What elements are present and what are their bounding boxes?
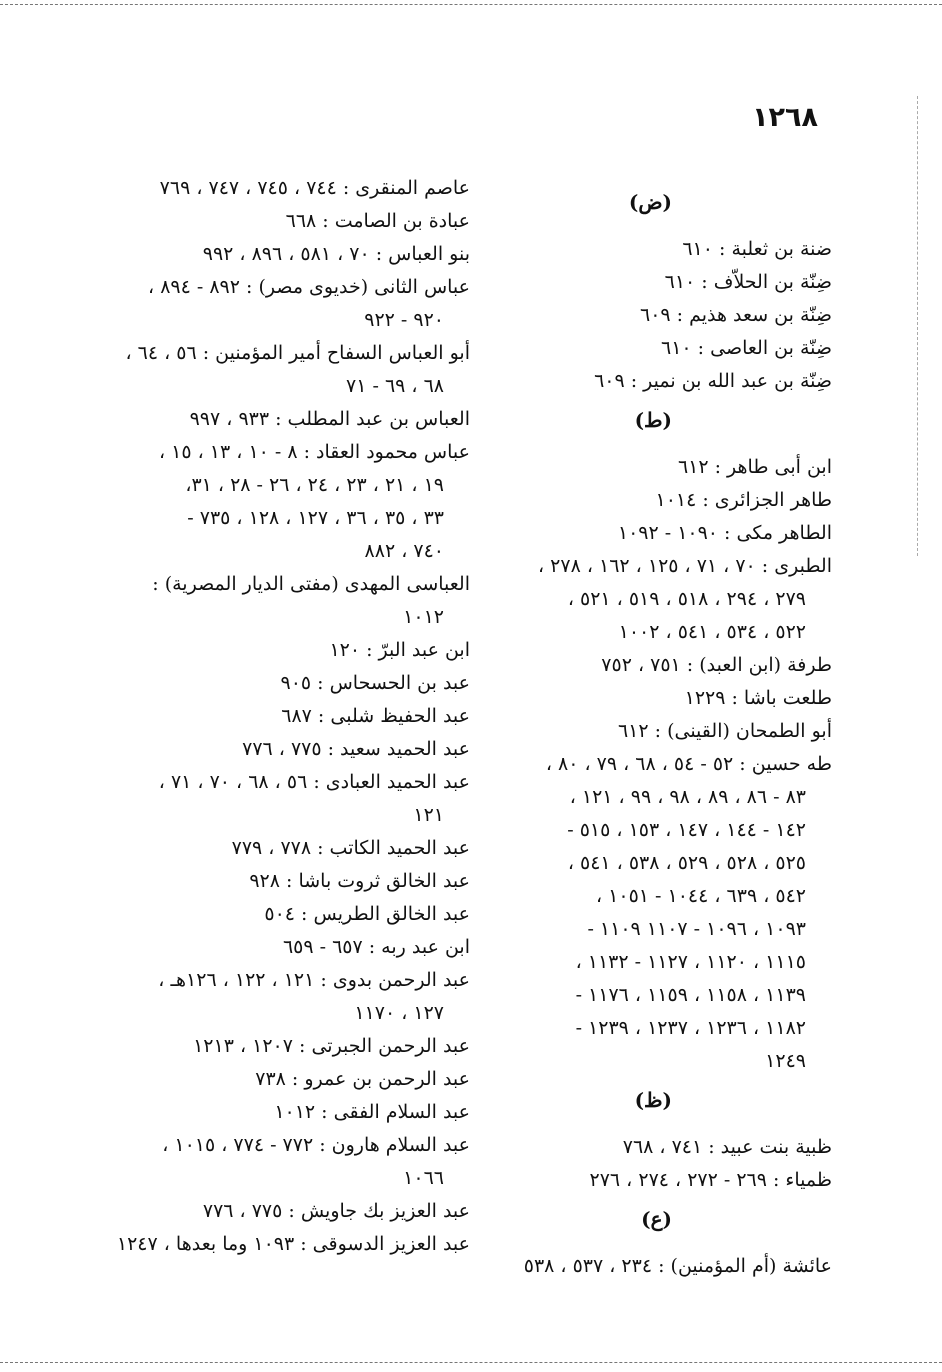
index-entry — [486, 682, 832, 715]
entry-line: الطبرى : ٧٠ ، ٧١ ، ١٢٥ ، ١٦٢ ، ٢٧٨ ، — [538, 555, 832, 577]
index-entry — [486, 451, 832, 484]
index-entry — [486, 332, 832, 365]
index-entry — [126, 898, 470, 931]
entry-line: أبو الطمحان (القينى) : ٦١٢ — [617, 720, 832, 742]
left-index-column — [116, 172, 470, 1261]
entry-line: ضِنّة بن سعد هذيم : ٦٠٩ — [639, 304, 832, 326]
index-entry — [486, 550, 832, 649]
entry-line: عبد الخالق ثروت باشا : ٩٢٨ — [249, 870, 470, 892]
entry-continuation-line: ٣٣ ، ٣٥ ، ٣٦ ، ١٢٧ ، ١٢٨ ، ٧٣٥ - — [187, 507, 444, 529]
index-entry — [486, 517, 832, 550]
index-entry — [126, 1063, 470, 1096]
entry-continuation-line: ٥٢٢ ، ٥٣٤ ، ٥٤١ ، ١٠٠٢ — [618, 621, 806, 643]
entry-line: ظبية بنت عبيد : ٧٤١ ، ٧٦٨ — [622, 1136, 832, 1158]
entry-continuation-line: ٦٨ ، ٦٩ - ٧١ — [346, 375, 444, 397]
entry-line: ابن عبد البرّ : ١٢٠ — [329, 639, 470, 661]
index-entry — [486, 748, 832, 1078]
index-entry — [486, 1131, 832, 1164]
index-entry — [126, 238, 470, 271]
entry-line: طرفة (ابن العبد) : ٧٥١ ، ٧٥٢ — [601, 654, 832, 676]
index-entry — [126, 1096, 470, 1129]
entry-line: عبادة بن الصامت : ٦٦٨ — [285, 210, 470, 232]
entry-continuation-line: ٥٤٢ ، ٦٣٩ ، ١٠٤٤ - ١٠٥١ ، — [595, 885, 806, 907]
entry-line: عاصم المنقرى : ٧٤٤ ، ٧٤٥ ، ٧٤٧ ، ٧٦٩ — [159, 177, 470, 199]
entry-line: عبد الحميد الكاتب : ٧٧٨ ، ٧٧٩ — [231, 837, 470, 859]
entry-line: ضِنّة بن الحلاّف : ٦١٠ — [664, 271, 832, 293]
entry-line: عباس محمود العقاد : ٨ - ١٠ ، ١٣ ، ١٥ ، — [158, 441, 470, 463]
index-entry — [126, 700, 470, 733]
index-entry — [486, 299, 832, 332]
entry-line: عبد الرحمن بدوى : ١٢١ ، ١٢٢ ، ١٢٦هـ ، — [158, 969, 470, 991]
entry-continuation-line: ١١١٥ ، ١١٢٠ ، ١١٢٧ - ١١٣٢ ، — [575, 951, 806, 973]
entry-continuation-line: ١١٨٢ ، ١٢٣٦ ، ١٢٣٧ ، ١٢٣٩ - — [575, 1017, 806, 1039]
index-entry — [486, 1250, 832, 1283]
entry-continuation-line: ٧٤٠ ، ٨٨٢ — [364, 540, 444, 562]
index-entry — [126, 205, 470, 238]
index-entry — [126, 634, 470, 667]
entry-line: عبد العزيز بك جاويش : ٧٧٥ ، ٧٧٦ — [202, 1200, 470, 1222]
entry-line: عبد الحميد سعيد : ٧٧٥ ، ٧٧٦ — [242, 738, 470, 760]
index-entry — [126, 667, 470, 700]
entry-continuation-line: ١٢٤٩ — [765, 1050, 806, 1072]
index-entry — [126, 964, 470, 1030]
entry-continuation-line: ١٩ ، ٢١ ، ٢٣ ، ٢٤ ، ٢٦ - ٢٨ ، ٣١، — [185, 474, 444, 496]
entry-line: عبد الحميد العبادى : ٥٦ ، ٦٨ ، ٧٠ ، ٧١ ، — [158, 771, 470, 793]
index-entry — [486, 715, 832, 748]
index-entry — [126, 1030, 470, 1063]
index-entry — [126, 766, 470, 832]
entry-line: ضِنّة بن عبد الله بن نمير : ٦٠٩ — [594, 370, 832, 392]
index-entry — [126, 865, 470, 898]
index-entry — [126, 337, 470, 403]
entry-line: طاهر الجزائرى : ١٠١٤ — [655, 489, 832, 511]
entry-line: أبو العباس السفاح أمير المؤمنين : ٥٦ ، ٦٤ ، — [125, 342, 470, 364]
index-entry — [126, 403, 470, 436]
entry-continuation-line: ١٠١٢ — [403, 606, 444, 628]
entry-line: بنو العباس : ٧٠ ، ٥٨١ ، ٨٩٦ ، ٩٩٢ — [202, 243, 470, 265]
entry-continuation-line: ١٢٧ ، ١١٧٠ — [354, 1002, 444, 1024]
entry-continuation-line: ١٠٩٣ ، ١٠٩٦ - ١١٠٧ ١١٠٩ - — [587, 918, 806, 940]
top-dashed-rule — [0, 4, 942, 5]
entry-line: العباس بن عبد المطلب : ٩٣٣ ، ٩٩٧ — [189, 408, 470, 430]
entry-continuation-line: ٥٢٥ ، ٥٢٨ ، ٥٢٩ ، ٥٣٨ ، ٥٤١ ، — [567, 852, 806, 874]
entry-continuation-line: ٨٣ - ٨٦ ، ٨٩ ، ٩٨ ، ٩٩ ، ١٢١ ، — [569, 786, 806, 808]
index-entry — [126, 832, 470, 865]
index-entry — [486, 484, 832, 517]
letter-heading: (ط) — [634, 408, 672, 432]
page-number: ١٢٦٨ — [752, 102, 818, 133]
entry-line: عائشة (أم المؤمنين) : ٢٣٤ ، ٥٣٧ ، ٥٣٨ — [523, 1255, 832, 1277]
entry-line: ضنة بن ثعلبة : ٦١٠ — [682, 238, 832, 260]
entry-line: ضِنّة بن العاصى : ٦١٠ — [661, 337, 832, 359]
margin-rule — [917, 96, 918, 556]
entry-line: العباسى المهدى (مفتى الديار المصرية) : — [152, 573, 470, 595]
letter-heading: (ض) — [628, 190, 672, 214]
entry-line: عبد السلام الفقى : ١٠١٢ — [274, 1101, 470, 1123]
entry-continuation-line: ١١٣٩ ، ١١٥٨ ، ١١٥٩ ، ١١٧٦ - — [575, 984, 806, 1006]
index-entry — [126, 568, 470, 634]
entry-line: عبد الرحمن الجبرتى : ١٢٠٧ ، ١٢١٣ — [193, 1035, 470, 1057]
entry-line: عبد بن الحسحاس : ٩٠٥ — [280, 672, 470, 694]
entry-continuation-line: ١٤٢ - ١٤٤ ، ١٤٧ ، ١٥٣ ، ٥١٥ - — [567, 819, 806, 841]
index-entry — [126, 1129, 470, 1195]
index-entry — [116, 1228, 470, 1261]
entry-continuation-line: ١٠٦٦ — [403, 1167, 444, 1189]
index-entry — [486, 1164, 832, 1197]
index-entry — [486, 365, 832, 398]
entry-continuation-line: ١٢١ — [413, 804, 444, 826]
entry-line: عبد السلام هارون : ٧٧٢ - ٧٧٤ ، ١٠١٥ ، — [162, 1134, 470, 1156]
index-entry — [126, 1195, 470, 1228]
entry-line: عبد الخالق الطريس : ٥٠٤ — [264, 903, 470, 925]
entry-continuation-line: ٢٧٩ ، ٢٩٤ ، ٥١٨ ، ٥١٩ ، ٥٢١ ، — [567, 588, 806, 610]
letter-heading: (ع) — [641, 1207, 672, 1231]
bottom-dashed-rule — [0, 1362, 942, 1363]
index-entry — [486, 233, 832, 266]
entry-line: الطاهر مكى : ١٠٩٠ - ١٠٩٢ — [617, 522, 832, 544]
index-entry — [126, 733, 470, 766]
entry-line: عبد الحفيظ شلبى : ٦٨٧ — [281, 705, 470, 727]
index-entry — [486, 266, 832, 299]
entry-line: ابن عبد ربه : ٦٥٧ - ٦٥٩ — [282, 936, 470, 958]
entry-continuation-line: ٩٢٠ - ٩٢٢ — [364, 309, 444, 331]
entry-line: طه حسين : ٥٢ - ٥٤ ، ٦٨ ، ٧٩ ، ٨٠ ، — [545, 753, 832, 775]
index-entry — [126, 172, 470, 205]
index-entry — [486, 649, 832, 682]
index-entry — [126, 436, 470, 568]
letter-heading: (ظ) — [634, 1088, 672, 1112]
entry-line: عبد الرحمن بن عمرو : ٧٣٨ — [255, 1068, 470, 1090]
entry-line: عبد العزيز الدسوقى : ١٠٩٣ وما بعدها ، ١٢٤٧ — [116, 1233, 470, 1255]
entry-line: ظمياء : ٢٦٩ - ٢٧٢ ، ٢٧٤ ، ٢٧٦ — [589, 1169, 832, 1191]
index-entry — [126, 931, 470, 964]
index-entry — [126, 271, 470, 337]
entry-line: طلعت باشا : ١٢٢٩ — [684, 687, 832, 709]
right-index-column — [486, 180, 832, 1283]
entry-line: ابن أبى طاهر : ٦١٢ — [677, 456, 832, 478]
entry-line: عباس الثانى (خديوى مصر) : ٨٩٢ - ٨٩٤ ، — [148, 276, 470, 298]
